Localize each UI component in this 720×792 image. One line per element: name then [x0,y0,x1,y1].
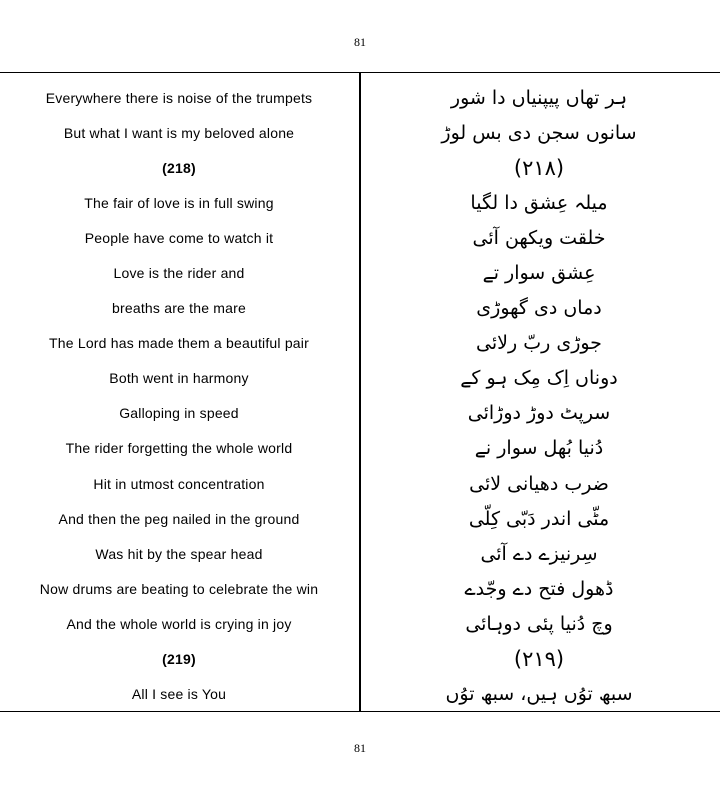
urdu-line: دماں دی گھوڑی [476,297,602,320]
verse-row [0,185,720,220]
english-line: Galloping in speed [119,405,239,422]
verse-row [0,291,720,326]
urdu-line: سانوں سجن دی بس لوڑ [441,121,637,144]
urdu-verse-number: (۲۱۹) [513,647,565,672]
urdu-line: وچ دُنیا پئی دوہائی [465,612,613,635]
urdu-line: مٹّی اندر دَبّی کِلّی [468,507,610,530]
verse-row [0,677,720,712]
english-line: Now drums are beating to celebrate the win [39,580,319,597]
english-line: The Lord has made them a beautiful pair [49,335,309,352]
verse-row [0,536,720,571]
english-line: Everywhere there is noise of the trumpets [45,89,313,106]
urdu-line: ہر تھاں پیپنیاں دا شور [450,86,628,109]
verse-row [0,255,720,290]
urdu-line: سبھ توُں ہیں، سبھ توُں [445,683,633,706]
urdu-line: سِرنیزے دے آئی [480,542,598,565]
urdu-line: جوڑی ربّ رلائی [476,332,602,355]
english-line: breaths are the mare [112,300,246,317]
english-verse-number: (219) [162,651,196,668]
urdu-line: ڈھول فتح دے وجّدے [464,577,614,600]
verse-row [0,326,720,361]
verse-row [0,431,720,466]
urdu-line: عِشق سوار تے [482,262,596,285]
english-line: And the whole world is crying in joy [66,615,292,632]
verse-row [0,361,720,396]
urdu-line: دُنیا بُھل سوار نے [474,437,604,460]
english-verse-number: (218) [162,159,196,176]
english-line: The fair of love is in full swing [84,194,274,211]
page-number-top: 81 [354,35,366,49]
english-line: But what I want is my beloved alone [63,124,295,141]
verse-row [0,501,720,536]
english-line: Hit in utmost concentration [93,475,265,492]
urdu-line: سرپٹ دوڑ دوڑائی [467,402,611,425]
english-line: And then the peg nailed in the ground [58,510,300,527]
verse-row [0,642,720,677]
english-line: All I see is You [131,686,227,703]
verse-row [0,115,720,150]
page-number-bottom: 81 [354,741,366,755]
english-line: Was hit by the spear head [95,545,263,562]
verse-row [0,466,720,501]
verse-row [0,150,720,185]
urdu-line: خلقت ویکھن آئی [472,226,606,249]
urdu-line: ضرب دھیانی لائی [469,472,609,495]
verse-row [0,220,720,255]
english-line: People have come to watch it [84,229,274,246]
poem-table [0,72,720,712]
verse-row [0,571,720,606]
verse-row [0,396,720,431]
english-line: Both went in harmony [109,370,249,387]
urdu-line: دوناں اِک مِک ہو کے [460,367,618,390]
verse-row [0,606,720,641]
urdu-line: میلہ عِشق دا لگیا [470,191,608,214]
urdu-verse-number: (۲۱۸) [513,155,565,180]
verse-row [0,80,720,115]
english-line: The rider forgetting the whole world [65,440,293,457]
poem-rows [0,80,720,712]
english-line: Love is the rider and [113,265,245,282]
